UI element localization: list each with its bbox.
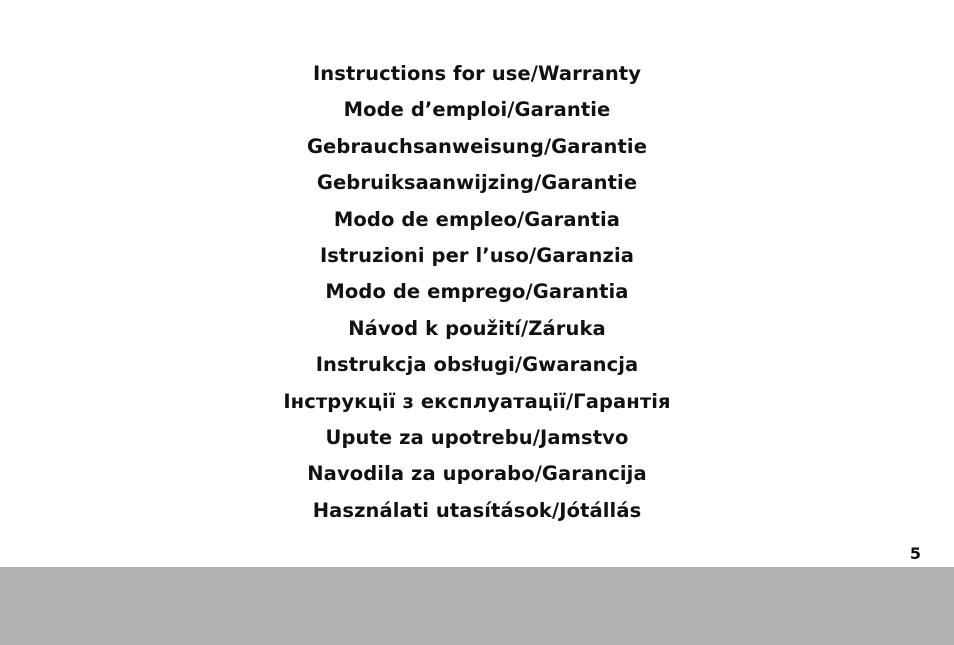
title-hungarian: Használati utasítások/Jótállás: [312, 498, 642, 522]
title-portuguese: Modo de emprego/Garantia: [325, 280, 629, 304]
title-french: Mode d’emploi/Garantie: [343, 98, 611, 122]
page-number: 5: [909, 544, 921, 563]
title-spanish: Modo de empleo/Garantia: [333, 207, 621, 231]
title-italian: Istruzioni per l’uso/Garanzia: [319, 243, 635, 267]
language-title-list: [0, 56, 954, 529]
title-croatian: Upute za upotrebu/Jamstvo: [325, 425, 629, 449]
title-german: Gebrauchsanweisung/Garantie: [306, 134, 648, 158]
title-polish: Instrukcja obsługi/Gwarancja: [315, 353, 639, 377]
title-english: Instructions for use/Warranty: [312, 62, 642, 85]
title-ukrainian: Інструкції з експлуатації/Гарантія: [283, 389, 671, 413]
footer-band: [0, 567, 954, 645]
title-dutch: Gebruiksaanwijzing/Garantie: [316, 171, 638, 195]
title-czech: Návod k použití/Záruka: [348, 316, 606, 340]
title-slovenian: Navodila za uporabo/Garancija: [307, 462, 647, 486]
